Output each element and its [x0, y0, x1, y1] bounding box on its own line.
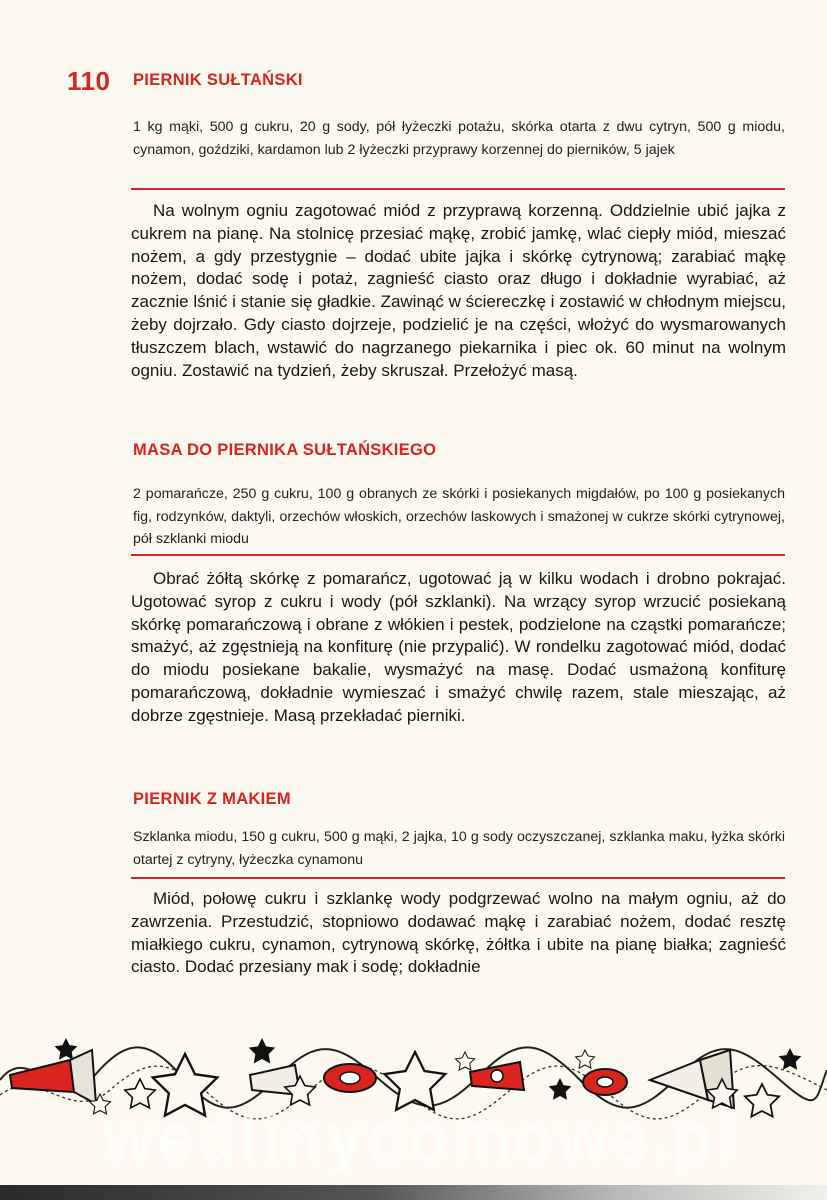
- star-icon: [549, 1078, 572, 1100]
- party-horn-icon: [10, 1050, 96, 1104]
- section-divider: [131, 188, 785, 190]
- page-number: 110: [67, 66, 111, 96]
- method-piernik-z-makiem: Miód, połowę cukru i szklankę wody podgrzewać wolno na małym ogniu, aż do zawrzenia. Przestudzić, stopniowo dodawać mąkę i zarabiać nożem, dodać resztę miałkiego cukru, cynamon, cytrynową skórkę, żółtka i ubite na pianę białka; zagnieść ciasto. Dodać przesiany mak i sodę; dokładnie: [131, 889, 786, 977]
- star-icon: [456, 1052, 475, 1070]
- ingredients-piernik-sultanski: 1 kg mąki, 500 g cukru, 20 g sody, pół łyżeczki potażu, skórka otarta z dwu cytryn, 500 g miodu, cynamon, goździki, kardamon lub 2 łyżeczki przyprawy korzennej do pierników, 5 jajek: [133, 119, 785, 158]
- watermark: wedlinydomowe.pl: [102, 1101, 738, 1175]
- star-icon: [55, 1038, 78, 1060]
- star-icon: [745, 1084, 779, 1117]
- section-title-piernik-z-makiem: PIERNIK Z MAKIEM: [133, 790, 291, 808]
- party-horn-icon: [470, 1062, 524, 1090]
- section-title-masa: MASA DO PIERNIKA SUŁTAŃSKIEGO: [133, 441, 437, 459]
- section-divider: [131, 877, 785, 879]
- ingredients-piernik-z-makiem: Szklanka miodu, 150 g cukru, 500 g mąki, 2 jajka, 10 g sody oczyszczanej, szklanka maku, łyżka skórki otartej z cytryny, łyżeczka cynamonu: [133, 829, 785, 868]
- method-masa: Obrać żółtą skórkę z pomarańcz, ugotować ją w kilku wodach i drobno pokrajać. Ugotować syrop z cukru i wody (pół szklanki). Na wrzący syrop wrzucić posiekaną skórkę pomarańczową i obrane z włókien i pestek, podzielone na cząstki pomarańcze; smażyć, aż zgęstnieją na konfiturę (nie przypalić). W rondelku zagotować miód, dodać do miodu posiekane bakalie, wysmażyć na masę. Dodać usmażoną konfiturę pomarańczową, dokładnie wymieszać i smażyć chwilę razem, stale mieszając, aż dobrze zgęstnieje. Masą przekładać pierniki.: [131, 569, 786, 725]
- party-horn-icon: [583, 1069, 627, 1095]
- star-icon: [779, 1048, 802, 1070]
- party-horn-icon: [324, 1064, 376, 1092]
- method-piernik-sultanski: Na wolnym ogniu zagotować miód z przyprawą korzenną. Oddzielnie ubić jajka z cukrem na pianę. Na stolnicę przesiać mąkę, zrobić jamkę, wlać ciepły miód, mieszać nożem, a gdy przestygnie – dodać ubite jajka i skórkę cytrynową; zarabiać mąkę nożem, dodać sodę i potaż, zagnieść ciasto oraz długo i dokładnie wyrabiać, aż zacznie lśnić i stanie się gładkie. Zawinąć w ściereczkę i zostawić w chłodnym miejscu, żeby dojrzało. Gdy ciasto dojrzeje, podzielić je na części, włożyć do wysmarowanych tłuszczem blach, wstawić do nagrzanego piekarnika i piec ok. 60 minut na wolnym ogniu. Zostawić na tydzień, żeby skruszał. Przełożyć masą.: [131, 201, 786, 380]
- ingredients-masa: 2 pomarańcze, 250 g cukru, 100 g obranych ze skórki i posiekanych migdałów, po 100 g posiekanych fig, rodzynków, daktyli, orzechów włoskich, orzechów laskowych i smażonej w cukrze skórki cytrynowej, pół szklanki miodu: [133, 486, 785, 547]
- star-icon: [249, 1038, 276, 1063]
- scan-edge: [0, 1185, 827, 1200]
- section-divider: [131, 554, 785, 556]
- star-icon: [576, 1050, 595, 1068]
- section-title-piernik-sultanski: PIERNIK SUŁTAŃSKI: [133, 71, 303, 89]
